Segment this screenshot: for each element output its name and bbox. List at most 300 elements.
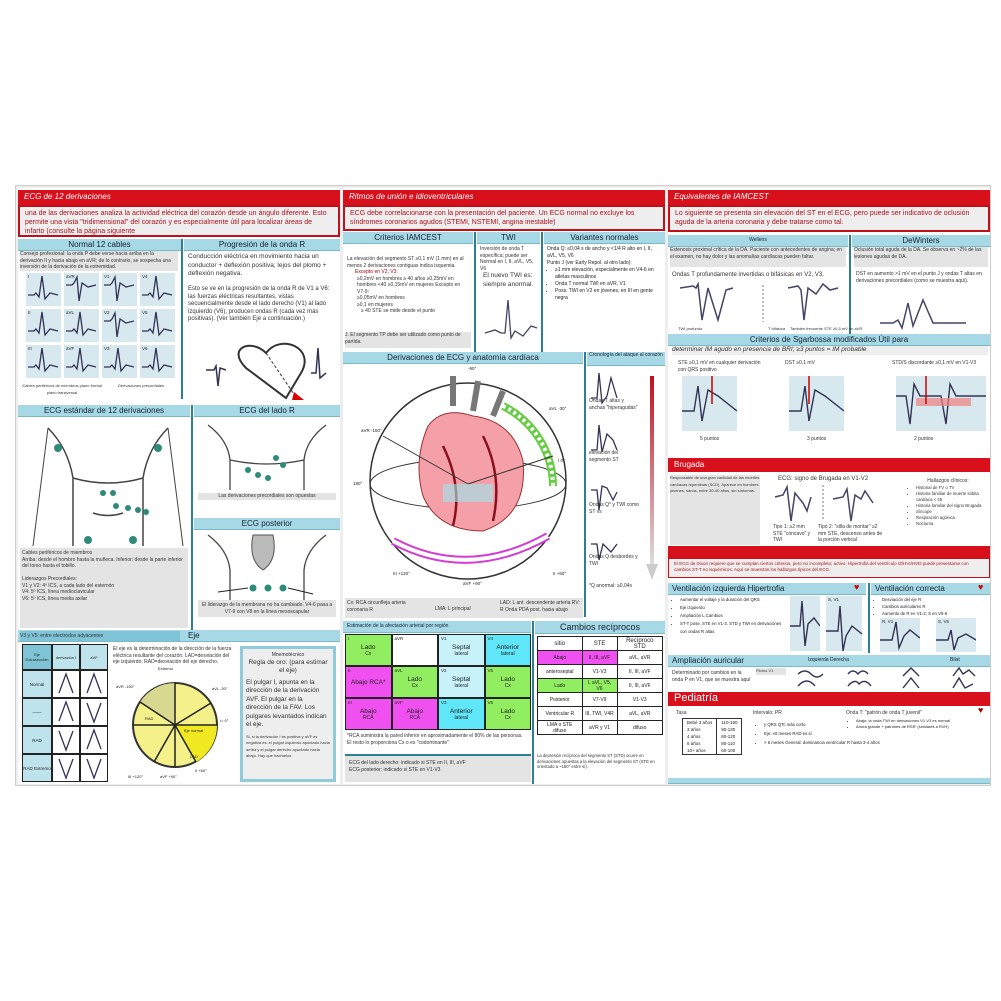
sgarbossa-criterion: DST ≥0,1 mV (785, 360, 815, 366)
posterior-ecg-note: ECG posterior: indicado si STE en V1-V3 (349, 766, 441, 773)
table-cell: 6 años (683, 740, 717, 747)
region-artery: lateral (454, 682, 469, 689)
wheel-label: I= 0° (220, 718, 229, 723)
variant-item: • Poss. TWI en V2 en jóvenes, en III en gente negra (555, 288, 663, 302)
table-row (683, 726, 742, 733)
lvh-header: Ventilación izquierda Hipertrofia (668, 583, 866, 595)
right-side-ecg-header: ECG del lado R (194, 405, 340, 417)
dewinters-header: DeWinters (852, 235, 990, 247)
lvh-ecg-2 (826, 596, 862, 651)
lead-label: III (348, 700, 352, 705)
r-prog-text-2: Esto se ve en la progresión de la onda R de V1 a V6: las fuerzas eléctricas resultantes, vistas secuencialmente desde el lado derecho (V1) al lado izquierdo (V6), producen ondas R (cada vez más positivas). (Ver también Eje a continuación.) (188, 286, 330, 322)
brace-right-label: Derivaciones precordiales (117, 383, 165, 388)
chronology-panel (589, 368, 663, 598)
mnemonic-subtitle: Regla de oro: (para estimar el eje) (248, 658, 328, 674)
findings-title: Hallazgos clínicos: (927, 478, 969, 484)
stemi-item: ≥0,05mV en hombres (357, 295, 405, 301)
list-item: • y QRS QTc más corto (764, 720, 906, 729)
region-cell (438, 634, 485, 666)
table-row (538, 679, 663, 693)
wheel-label: Eje normal (184, 728, 204, 733)
axis-deflection-down (52, 726, 80, 754)
wellens-text: Ondas T profundamente invertidas o bifásicas en V2, V3. (672, 272, 824, 278)
brugada-type-2: Tipo 2: "silla de montar" ≥2 mm STE, descenso antes de la porción vertical (818, 524, 883, 543)
lead-cell (140, 273, 175, 306)
column-stemi-equivalents (668, 188, 990, 784)
list-item: • Eje izquierdo (680, 604, 784, 612)
rvh-ecg-2 (936, 618, 976, 652)
lead-label: V1 (441, 636, 447, 641)
list-item: • Historia familiar del signo Brugada (916, 503, 988, 509)
axis-table-head: Eje Extrasección (22, 644, 52, 670)
wheel-label: III +120° (128, 774, 144, 779)
region-cell (345, 698, 392, 730)
section-title: Ritmos de unión e idioventriculares (343, 190, 665, 205)
twave-list (848, 718, 983, 730)
table-row (538, 665, 663, 679)
lvh-list (672, 596, 784, 636)
lead-label: aVR (394, 636, 404, 641)
lead-placement-notes (20, 548, 188, 628)
region-artery: Cx (365, 650, 372, 657)
abbr: LMA: L principal (435, 606, 471, 612)
sgarbossa-subtitle: determinar IM agudo en presencia de BRI; ≥3 puntos = IM probable (672, 346, 988, 355)
limb-leads-title: Cables periféricos de miembros (22, 550, 93, 556)
precordial-item: V4: 5º ICS, línea medioclavicular (22, 589, 95, 595)
stemi-criteria-header: Criterios IAMCEST (343, 232, 473, 244)
table-cell: 80-120 (721, 734, 736, 739)
list-item: • Aumentar el voltaje y la duración del QRS (680, 596, 784, 604)
chronology-note: *Q anormal: ≥0,04s (589, 583, 633, 589)
region-cell (392, 698, 439, 730)
region-name: Anterior (496, 643, 520, 651)
chronology-item: elevación del segmento ST (589, 450, 619, 463)
list-item: • Ampliación L Cambios (680, 612, 784, 620)
right-ecg-note: ECG del lado derecho: indicado si STE en II, III, aVF (349, 760, 466, 766)
region-cell (485, 698, 532, 730)
region-name: Abajo (406, 707, 424, 715)
brugada-header: Brugada (668, 458, 990, 472)
twi-text: Inversión de onda T específica; puede ser Normal en I, II, aVL, V5, V6 (480, 246, 534, 272)
table-cell: 80-110 (721, 741, 735, 746)
posterior-caption: El liderazgo de la membrana no ha cambiado. V4-6 pasa a V7-9 con V8 en la línea mesoscapular (198, 600, 336, 617)
lead-angle-label: 180° (353, 481, 363, 486)
mnemonic-box (240, 646, 336, 782)
footer-bar (668, 778, 990, 784)
lead-angle-label: II +60° (553, 571, 567, 576)
region-name: Abajo RCA* (350, 678, 386, 686)
section-title: ECG de 12 derivaciones (18, 190, 340, 205)
region-name: Lado (361, 643, 376, 651)
wheel-label: RAD (145, 716, 154, 721)
lead-cell (64, 309, 99, 342)
precordial-title: Liderazgos Precordiales: (22, 576, 78, 582)
axis-table-head: aVF (80, 644, 108, 670)
region-artery: Cx (411, 682, 418, 689)
lead-label: aVR (66, 274, 75, 279)
axis-row-label: RAD (22, 726, 52, 754)
lead-label: V1 (104, 274, 110, 279)
wheel-label: II +60° (195, 768, 207, 773)
atrial-mid-label: Izquierda Derecha (808, 657, 849, 663)
lead-label: aVF (394, 700, 403, 705)
list-item: • Cambios auriculares R (882, 603, 990, 610)
normal-12-header: Normal 12 cables (18, 239, 181, 251)
wheel-label: Extremo (158, 666, 173, 671)
table-cell: aVL, aVR (617, 651, 662, 665)
wheel-label: aVR -150° (116, 684, 135, 689)
divider (181, 239, 183, 399)
mnemonic-text: El pulgar I, apunta en la dirección de la derivación AVF. El pulgar en la dirección de la FAV. Los pulgares levantados indican el eje. (246, 678, 327, 728)
abbr: LAD: L ant. descendente arteria RV: R Onda PDA post. hacia abajo (500, 600, 580, 613)
heart-icon: ♥ (978, 705, 984, 715)
timeline-arrow (645, 376, 659, 581)
lead-label: V5 (142, 310, 148, 315)
lead-cell (102, 273, 137, 306)
right-side-torso (198, 420, 336, 490)
table-cell: aVL, aVR (617, 707, 662, 721)
mnemonic-note: Si, si la derivación I es positiva y aVF es negativa es: el pulgar izquierdo apuntado hacia arriba y el pulgar derecho apuntado hacia abajo. Hay que hacharlos (246, 733, 330, 758)
atrial-bilat-label: Bilat (950, 657, 960, 663)
artery-abbreviations (345, 598, 583, 618)
list-item: • Desviación del eje R (882, 596, 990, 603)
brugada-sign: ECG: signo de Brugada en V1-V2 (778, 476, 869, 482)
axis-row-label: —— (22, 698, 52, 726)
list-item: • ST-T pose. STE en V1-3. STD y TWI en derivaciones con ondas R altas (680, 620, 784, 636)
dewinters-desc: Oclusión total aguda de la DA. Se observa en ~2% de las lesiones agudas de DA. (854, 247, 988, 267)
table-cell: 90-130 (721, 727, 736, 732)
region-cell (345, 666, 392, 698)
column-header: Recíproco STD (617, 637, 662, 651)
lead-cell (26, 309, 61, 342)
lvh-ecg-1 (790, 596, 820, 651)
lead-angle-label: aVF +90° (463, 581, 482, 586)
sgarbossa-ecg (682, 376, 737, 431)
chronology-item: Ondas Q* y TWI como ST vs (589, 502, 639, 515)
sgarbossa-points: 3 puntos (807, 436, 827, 442)
lead-label: III (28, 346, 32, 351)
findings-list (908, 485, 988, 527)
wellens-desc: Estenosis proximal crítica de la DA. Paciente con antecedentes de angina; en el examen, no hay dolor y las anomalías cardíacas pueden faltar. (670, 247, 846, 267)
stemi-main: La elevación del segmento ST ≥0,1 mV (1 mm) en al menos 2 derivaciones contiguas indica isquemia. (347, 256, 464, 269)
divider (868, 583, 870, 653)
region-artery: lateral (500, 650, 515, 657)
lead-label: aVL (394, 668, 403, 673)
dewinters-text: DST en aumento >1 mV en el punto J y ondas T altas en derivaciones precordiales (como se muestra aquí). (856, 271, 982, 284)
wellens-caption-3: También frecuente STE ≥0,5 mV en aVR (790, 326, 863, 331)
table-cell: II, III, aVF (582, 651, 617, 665)
table-cell: V7-V9 (582, 693, 617, 707)
wellens-caption-2: T bifásica (768, 326, 786, 331)
lead-cell (102, 309, 137, 342)
lead-label: V2 (441, 668, 447, 673)
intro-text: Lo siguiente se presenta sin elevación del ST en el ECG, pero puede ser indicativo de oclusión aguda de la arteria coronaria y debe tratarse como tal. (668, 205, 990, 232)
pediatrics-header: Pediatría (668, 692, 990, 706)
axis-row-label: Normal (22, 670, 52, 698)
axis-deflection-down (80, 754, 108, 782)
ecg-trace (26, 273, 61, 306)
abbr: Cx: RCA circunfleja arteria coronaria R (347, 600, 406, 613)
region-artery: RCA (362, 714, 374, 721)
side-notes (345, 754, 531, 782)
lead-cell (140, 345, 175, 378)
lead-label: V5 (487, 668, 494, 673)
list-item: • Nocturna (916, 521, 988, 527)
lead-angle-label: -90° (468, 366, 477, 371)
sgarbossa-points: 5 puntos (700, 436, 720, 442)
sgarbossa-criterion: STE ≥0,1 mV en cualquier derivación con QRS positivo (678, 360, 761, 373)
table-cell: Posterior (538, 693, 583, 707)
lead-angle-label: aVL -30° (549, 406, 567, 411)
sgarbossa-panel (668, 356, 990, 448)
chronology-item: Ondas T altas y anchas "hiperagudas" (589, 398, 638, 411)
wellens-caption-1: TWI profundo (678, 326, 703, 331)
axis-deflection-up (52, 670, 80, 698)
variant-item: • ≥1 mm elevación, especialmente en V4-6 en atletas masculinos (555, 267, 663, 281)
table-cell: 4 años (683, 733, 717, 740)
chronology-header: Cronología del ataque al corazón (587, 352, 665, 366)
region-cell (345, 634, 392, 666)
lead-label: V6 (487, 700, 494, 705)
stemi-item: ≥0,1 en mujeres (357, 301, 393, 308)
brugada-info: Responsable de una gran cantidad de las muertes cardíacas repentinas (SCD). Aparece en hombres jóvenes, sanos, entre 30-40 años, sin síntomas. (670, 475, 760, 545)
divider (191, 405, 193, 630)
region-name: Lado (407, 675, 422, 683)
variant-item: • Onda T normal TWI en aVR, V1 (555, 281, 663, 288)
region-name: Lado (500, 707, 515, 715)
heart-icon: ♥ (978, 582, 984, 592)
lead-label: V4 (487, 636, 494, 641)
table-row (538, 707, 663, 721)
rvh-header: Ventilación correcta (871, 583, 990, 595)
precordial-item: V1 y V2: 4º ICS, a cada lado del esternón (22, 582, 115, 589)
table-cell: V1-V3 (582, 665, 617, 679)
column-header: STE (582, 637, 617, 651)
region-name: Lado (500, 675, 515, 683)
stemi-exception: Excepto en V2, V3: (355, 269, 398, 275)
axis-deflection-down (80, 698, 108, 726)
lead-cell (102, 345, 137, 378)
anatomy-labels (353, 366, 583, 596)
reciprocal-note: La depresión recíproca del segmento ST (STD) ocurre en derivaciones opuestas a la elevación del segmento ST (STE en orientado a ~180° entre sí). (537, 753, 655, 769)
lead-label: aVF (66, 346, 75, 351)
table-row (538, 693, 663, 707)
reciprocal-table (537, 636, 663, 735)
right-side-caption: Las derivaciones precordiales son opuestas (198, 493, 336, 500)
stemi-item: ≥0,2mV en hombres ≥ 40 años ≥0,25mV en hombres <40 ≥0,15mV en mujeres Excepto en V7-9: (357, 275, 461, 295)
lead-label: I (28, 274, 30, 279)
region-cell (438, 666, 485, 698)
reciprocal-header: Cambios recíprocos (535, 621, 665, 634)
mnemonic-title: Mnemotécnico (271, 652, 305, 658)
list-item: • Eje: ≤6 meses RAD es sí (764, 729, 906, 738)
table-cell: II, III, aVF (617, 665, 662, 679)
lead-cell (26, 345, 61, 378)
lead-label: I (348, 636, 350, 641)
rate-title: Tasa (676, 710, 687, 716)
column-ecg-12-leads (18, 188, 340, 784)
wellens-traces (678, 280, 848, 325)
region-grid (345, 634, 531, 730)
variants-list (547, 246, 663, 302)
table-cell: III, TWI, V4R (582, 707, 617, 721)
twi-new: El nuevo TWI es: siempre anormal. (483, 272, 534, 288)
axis-deflection-up (52, 698, 80, 726)
region-name: Septal (452, 675, 471, 683)
sgarbossa-points: 2 puntos (914, 436, 934, 442)
list-item: • Abajo: la onda TWI en derivaciones V1-V3 es normal (856, 718, 983, 724)
table-row (683, 747, 742, 755)
sgarbossa-header: Criterios de Sgarbossa modificados Útil para (668, 334, 990, 346)
table-cell: LMA o STE difuso (538, 721, 583, 735)
dewinters-trace (878, 298, 968, 333)
rvh-list (874, 596, 990, 617)
posterior-torso (198, 530, 336, 600)
table-cell: anteroseptal (538, 665, 583, 679)
lead-grid (26, 273, 176, 381)
list-item: • Ahora grande + patrones de RSR' (similares a RVH) (856, 724, 983, 730)
lead-label: S, V5 (938, 619, 950, 624)
brace-left-label: Cables periféricos de miembros plano frontal plano transversal (22, 383, 102, 395)
heart-vector-diagram (196, 328, 336, 403)
lvh-rvh-note: El ECG de Dixon requiere que se cumplan ciertos criterios, pero no incompleto; activo. Hipertrofia del ventrículo IZ/HVI/HVD puede presentarse con cambios ST-T no isquémicos. Aquí se muestran los hallazgos típicos del ECG. (668, 558, 990, 578)
axis-deflection-up (80, 726, 108, 754)
table-cell: 3 años (683, 726, 717, 733)
region-name: Anterior (449, 707, 473, 715)
standard-ecg-header: ECG estándar de 12 derivaciones (18, 405, 190, 417)
intro-text: una de las derivaciones analiza la actividad eléctrica del corazón desde un ángulo diferente. Esto permite una vista "tridimensional" del corazón y es especialmente útil para localizar áreas de infarto (consulte la página siguiente (18, 205, 340, 237)
normal-variants-header: Variantes normales (544, 232, 665, 244)
table-cell: II, III, aVF (617, 679, 662, 693)
wheel-label: aVF +90° (160, 774, 177, 779)
region-name: Abajo (359, 707, 377, 715)
list-item: • Aumento de R en V1-2; S en V5-6 (882, 610, 990, 617)
table-cell: 110-160 (721, 720, 738, 725)
lead-cell (64, 345, 99, 378)
variant-item: Punto J (ver Early Repol. al otro lado): (547, 260, 632, 266)
axis-table-head: derivación I (52, 644, 80, 670)
axis-text: El eje es la determinación de la dirección de la fuerza eléctrica resultante del corazón. LAD=desviación del eje izquierdo; RAD=desviación del eje derecho. (113, 646, 232, 665)
region-cell (438, 698, 485, 730)
twave-title: Onda T: "patrón de onda T juvenil" (846, 710, 922, 716)
table-cell: I, aVL, V5, V6 (582, 679, 617, 693)
lead-angle-label: III +120° (393, 571, 410, 576)
torso-diagram (28, 418, 188, 548)
region-name: Septal (452, 643, 471, 651)
lead-label: V6 (142, 346, 148, 351)
limb-leads-text: Arriba: desde el hombro hasta la muñeca. Inferior: desde la parte inferior del torso hasta el tobillo. (22, 556, 183, 569)
table-header-row (538, 637, 663, 651)
table-cell: aVR y V1 (582, 721, 617, 735)
lead-label: V3 (441, 700, 447, 705)
region-header: Estimación de la afectación arterial por región (343, 621, 531, 633)
table-row (538, 651, 663, 665)
region-cell (485, 666, 532, 698)
divider (474, 232, 476, 352)
table-cell: Lado (538, 679, 583, 693)
axis-title: Eje (188, 631, 200, 640)
atrial-title: Ampliación auricular (672, 656, 745, 665)
ecg-poster (15, 185, 991, 786)
rvh-ecg-1 (880, 618, 920, 652)
region-artery: Cx (504, 682, 511, 689)
anatomy-header: Derivaciones de ECG y anatomía cardíaca (343, 352, 583, 364)
divider (541, 232, 543, 352)
tp-note: J. El segmento TP debe ser utilizado como punto de partida. (345, 332, 471, 348)
heart-icon: ♥ (854, 582, 860, 592)
brugada-findings (908, 478, 988, 527)
sgarbossa-criterion: STD/S discordante ≥0,1 mV en V1-V3 (892, 360, 977, 366)
lead-cell (26, 273, 61, 306)
lead-cell (140, 309, 175, 342)
atrial-text: Determinado por cambios en la onda P en V1, que se muestra aquí (672, 670, 751, 683)
list-item: • Respiración agónica (916, 515, 988, 521)
red-divider-bar (668, 546, 990, 558)
wellens-header: Wellens (668, 235, 848, 247)
sgarbossa-ecg (896, 376, 986, 431)
v3v5-note: V3 y V5: entre electrodos adyacentes (20, 631, 180, 641)
table-cell: difuso (617, 721, 662, 735)
rate-table (682, 718, 742, 755)
region-artery: Cx (504, 714, 511, 721)
stemi-text (347, 256, 469, 315)
divider (532, 621, 534, 784)
region-cell (392, 634, 439, 666)
column-header: sitio (538, 637, 583, 651)
list-item: • Síncope (916, 509, 988, 515)
table-cell: Bebé 3 años (683, 719, 717, 727)
r-progression-header: Progresión de la onda R (184, 239, 340, 251)
axis-deflection-down (52, 754, 80, 782)
rca-note: *RCA suministra la pared inferior en aproximadamente el 80% de las personas. El resto lo proporciona Cx o es "codominante" (347, 733, 523, 746)
region-artery: lateral (454, 650, 469, 657)
list-item: • Historial de FV o TV (916, 485, 988, 491)
table-row (683, 719, 742, 727)
region-artery: RCA (409, 714, 421, 721)
lead-label: R, V1 (882, 619, 894, 624)
lead-label: II (28, 310, 31, 315)
lead-cell (64, 273, 99, 306)
axis-row-label: RAD Extremo (22, 754, 52, 782)
wheel-labels (116, 666, 235, 784)
lead-angle-label: aVR -150° (361, 428, 382, 433)
sgarbossa-ecg (789, 376, 844, 431)
twi-header: TWI (477, 232, 540, 244)
lead-label: S, V1 (828, 597, 840, 602)
list-item: • Historia familiar de muerte súbita cardíaca < 45 (916, 491, 988, 503)
lead-angle-label: I 0° (558, 458, 565, 463)
wheel-label: aVL -30° (212, 686, 228, 691)
column-junctional-rhythms (343, 188, 665, 784)
ecg-trace (26, 309, 61, 342)
chronology-item: Ondas Q desbordes y TWI (589, 554, 638, 567)
twi-ecg-trace (483, 298, 538, 343)
wheel-label: LAD (190, 754, 198, 759)
table-row (683, 740, 742, 747)
table-cell: V1-V3 (617, 693, 662, 707)
divider (849, 235, 851, 335)
axis-deflection-up (80, 670, 108, 698)
divider (584, 352, 586, 617)
table-cell: Ventricular R (538, 707, 583, 721)
section-title: Equivalentes de IAMCEST (668, 190, 990, 205)
stemi-item: ≥ 40 STE se mide desde el punto (361, 308, 435, 314)
posterior-ecg-header: ECG posterior (194, 518, 340, 530)
table-row (683, 733, 742, 740)
brugada-type-1: Tipo 1: ≥2 mm STE "cóncavo" y TWI (773, 524, 811, 543)
table-cell: 10+ años (683, 747, 717, 755)
lead-label: aVL (66, 310, 75, 315)
